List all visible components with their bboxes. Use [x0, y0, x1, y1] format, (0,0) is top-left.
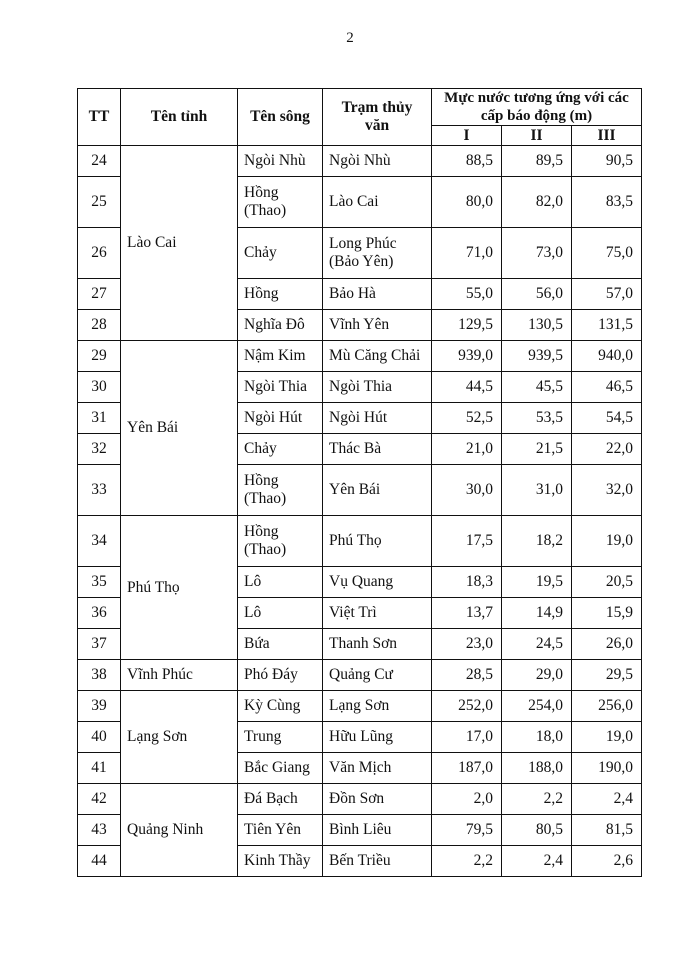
header-level-2: II: [502, 126, 572, 146]
alert-level-3: 131,5: [572, 310, 642, 341]
alert-level-2: 73,0: [502, 228, 572, 279]
station-name: Long Phúc (Bảo Yên): [323, 228, 432, 279]
alert-level-3: 90,5: [572, 146, 642, 177]
province-name: Lào Cai: [121, 146, 238, 341]
header-province: Tên tỉnh: [121, 89, 238, 146]
header-station: Trạm thủy văn: [323, 89, 432, 146]
alert-level-3: 54,5: [572, 403, 642, 434]
header-level-3: III: [572, 126, 642, 146]
alert-level-2: 45,5: [502, 372, 572, 403]
alert-level-1: 2,0: [432, 784, 502, 815]
alert-level-2: 254,0: [502, 691, 572, 722]
row-number: 24: [78, 146, 121, 177]
row-number: 40: [78, 722, 121, 753]
header-tt: TT: [78, 89, 121, 146]
row-number: 26: [78, 228, 121, 279]
province-name: Yên Bái: [121, 341, 238, 516]
alert-level-3: 32,0: [572, 465, 642, 516]
row-number: 33: [78, 465, 121, 516]
province-name: Vĩnh Phúc: [121, 660, 238, 691]
alert-level-2: 14,9: [502, 598, 572, 629]
row-number: 38: [78, 660, 121, 691]
river-name: Đá Bạch: [238, 784, 323, 815]
station-name: Lạng Sơn: [323, 691, 432, 722]
river-name: Hồng: [238, 279, 323, 310]
row-number: 31: [78, 403, 121, 434]
alert-level-3: 46,5: [572, 372, 642, 403]
river-name: Hồng (Thao): [238, 465, 323, 516]
alert-level-2: 31,0: [502, 465, 572, 516]
table-row: [78, 146, 642, 177]
alert-level-3: 940,0: [572, 341, 642, 372]
row-number: 32: [78, 434, 121, 465]
alert-level-3: 57,0: [572, 279, 642, 310]
station-name: Việt Trì: [323, 598, 432, 629]
river-name: Nậm Kim: [238, 341, 323, 372]
row-number: 30: [78, 372, 121, 403]
alert-level-1: 187,0: [432, 753, 502, 784]
alert-level-3: 29,5: [572, 660, 642, 691]
alert-level-2: 21,5: [502, 434, 572, 465]
river-name: Bứa: [238, 629, 323, 660]
alert-level-3: 81,5: [572, 815, 642, 846]
station-name: Lào Cai: [323, 177, 432, 228]
alert-level-2: 939,5: [502, 341, 572, 372]
row-number: 36: [78, 598, 121, 629]
alert-level-1: 23,0: [432, 629, 502, 660]
river-name: Lô: [238, 598, 323, 629]
alert-level-2: 2,2: [502, 784, 572, 815]
station-name: Phú Thọ: [323, 516, 432, 567]
alert-level-1: 17,0: [432, 722, 502, 753]
alert-level-2: 19,5: [502, 567, 572, 598]
river-name: Chảy: [238, 228, 323, 279]
alert-level-1: 252,0: [432, 691, 502, 722]
alert-level-3: 26,0: [572, 629, 642, 660]
table-row: [78, 341, 642, 372]
alert-level-3: 2,4: [572, 784, 642, 815]
station-name: Thác Bà: [323, 434, 432, 465]
table-row: [78, 784, 642, 815]
station-name: Văn Mịch: [323, 753, 432, 784]
station-name: Thanh Sơn: [323, 629, 432, 660]
row-number: 39: [78, 691, 121, 722]
station-name: Vĩnh Yên: [323, 310, 432, 341]
alert-level-2: 29,0: [502, 660, 572, 691]
alert-level-1: 52,5: [432, 403, 502, 434]
river-name: Nghĩa Đô: [238, 310, 323, 341]
row-number: 44: [78, 846, 121, 877]
province-name: Lạng Sơn: [121, 691, 238, 784]
page-number: 2: [346, 30, 354, 46]
river-name: Ngòi Hút: [238, 403, 323, 434]
alert-level-1: 21,0: [432, 434, 502, 465]
row-number: 29: [78, 341, 121, 372]
river-name: Kinh Thầy: [238, 846, 323, 877]
alert-level-1: 2,2: [432, 846, 502, 877]
alert-level-1: 55,0: [432, 279, 502, 310]
river-name: Chảy: [238, 434, 323, 465]
table-row: [78, 691, 642, 722]
table-body: [78, 146, 642, 877]
alert-level-1: 129,5: [432, 310, 502, 341]
river-name: Trung: [238, 722, 323, 753]
header-river: Tên sông: [238, 89, 323, 146]
row-number: 28: [78, 310, 121, 341]
station-name: Bình Liêu: [323, 815, 432, 846]
alert-level-3: 256,0: [572, 691, 642, 722]
station-name: Ngòi Hút: [323, 403, 432, 434]
alert-level-2: 56,0: [502, 279, 572, 310]
alert-level-1: 17,5: [432, 516, 502, 567]
row-number: 41: [78, 753, 121, 784]
station-name: Ngòi Thia: [323, 372, 432, 403]
river-name: Ngòi Nhù: [238, 146, 323, 177]
station-name: Đồn Sơn: [323, 784, 432, 815]
alert-level-1: 44,5: [432, 372, 502, 403]
alert-level-1: 79,5: [432, 815, 502, 846]
table-row: [78, 516, 642, 567]
alert-level-2: 2,4: [502, 846, 572, 877]
station-name: Bảo Hà: [323, 279, 432, 310]
river-name: Hồng (Thao): [238, 516, 323, 567]
alert-level-1: 13,7: [432, 598, 502, 629]
row-number: 42: [78, 784, 121, 815]
alert-level-2: 18,2: [502, 516, 572, 567]
river-name: Kỳ Cùng: [238, 691, 323, 722]
alert-level-1: 71,0: [432, 228, 502, 279]
alert-level-3: 19,0: [572, 516, 642, 567]
province-name: Quảng Ninh: [121, 784, 238, 877]
station-name: Quảng Cư: [323, 660, 432, 691]
alert-level-1: 88,5: [432, 146, 502, 177]
alert-level-3: 2,6: [572, 846, 642, 877]
alert-level-2: 24,5: [502, 629, 572, 660]
alert-level-2: 82,0: [502, 177, 572, 228]
row-number: 37: [78, 629, 121, 660]
water-level-table: [77, 88, 642, 877]
row-number: 43: [78, 815, 121, 846]
header-level-1: I: [432, 126, 502, 146]
table-row: [78, 660, 642, 691]
river-name: Bắc Giang: [238, 753, 323, 784]
alert-level-3: 190,0: [572, 753, 642, 784]
row-number: 34: [78, 516, 121, 567]
station-name: Vụ Quang: [323, 567, 432, 598]
alert-level-2: 18,0: [502, 722, 572, 753]
station-name: Mù Căng Chải: [323, 341, 432, 372]
station-name: Yên Bái: [323, 465, 432, 516]
river-name: Phó Đáy: [238, 660, 323, 691]
row-number: 25: [78, 177, 121, 228]
alert-level-1: 28,5: [432, 660, 502, 691]
station-name: Hữu Lũng: [323, 722, 432, 753]
alert-level-2: 188,0: [502, 753, 572, 784]
row-number: 27: [78, 279, 121, 310]
alert-level-3: 19,0: [572, 722, 642, 753]
alert-level-2: 80,5: [502, 815, 572, 846]
alert-level-3: 75,0: [572, 228, 642, 279]
alert-level-1: 30,0: [432, 465, 502, 516]
alert-level-3: 83,5: [572, 177, 642, 228]
alert-level-3: 22,0: [572, 434, 642, 465]
station-name: Bến Triều: [323, 846, 432, 877]
river-name: Ngòi Thia: [238, 372, 323, 403]
alert-level-1: 80,0: [432, 177, 502, 228]
province-name: Phú Thọ: [121, 516, 238, 660]
river-name: Tiên Yên: [238, 815, 323, 846]
alert-level-2: 53,5: [502, 403, 572, 434]
alert-level-1: 939,0: [432, 341, 502, 372]
alert-level-3: 15,9: [572, 598, 642, 629]
river-name: Lô: [238, 567, 323, 598]
alert-level-2: 130,5: [502, 310, 572, 341]
alert-level-2: 89,5: [502, 146, 572, 177]
alert-level-3: 20,5: [572, 567, 642, 598]
river-name: Hồng (Thao): [238, 177, 323, 228]
station-name: Ngòi Nhù: [323, 146, 432, 177]
header-alert-levels: Mực nước tương ứng với các cấp báo động (m): [432, 89, 642, 126]
alert-level-1: 18,3: [432, 567, 502, 598]
row-number: 35: [78, 567, 121, 598]
